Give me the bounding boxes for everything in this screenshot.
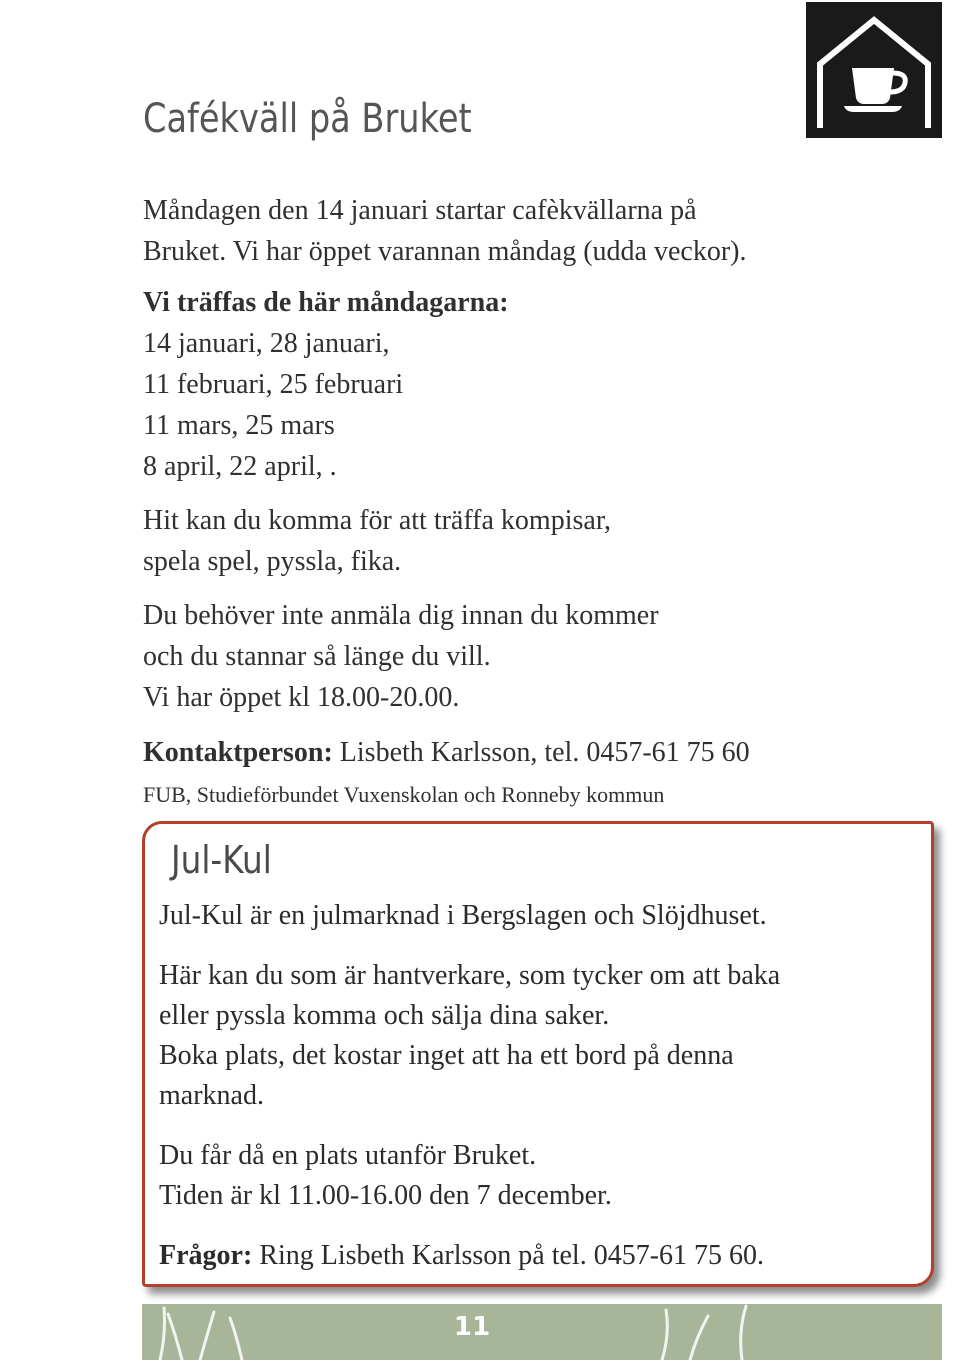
activities-line: Hit kan du komma för att träffa kompisar, — [143, 505, 612, 536]
julkul-line: eller pyssla komma och sälja dina saker. — [159, 1000, 610, 1031]
julkul-line: Här kan du som är hantverkare, som tycker om att baka — [159, 960, 781, 991]
julkul-line: Boka plats, det kostar inget att ha ett bord på denna — [159, 1040, 734, 1071]
julkul-text — [159, 896, 929, 1276]
date-line: 14 januari, 28 januari, — [143, 328, 390, 359]
julkul-box — [142, 821, 934, 1287]
cafe-title: Cafékväll på Bruket — [143, 96, 472, 142]
intro-line: Måndagen den 14 januari startar cafèkvällarna på — [143, 195, 697, 226]
page-number: 11 — [453, 1312, 491, 1342]
contact-label: Kontaktperson: — [143, 737, 333, 768]
julkul-line: marknad. — [159, 1080, 264, 1111]
info-line: Vi har öppet kl 18.00-20.00. — [143, 682, 460, 713]
grass-decoration — [142, 1304, 942, 1360]
dates-heading: Vi träffas de här måndagarna: — [143, 287, 509, 318]
questions-value: Ring Lisbeth Karlsson på tel. 0457-61 75 60. — [252, 1240, 765, 1271]
date-line: 8 april, 22 april, . — [143, 451, 337, 482]
page-footer — [142, 1304, 942, 1360]
contact-value: Lisbeth Karlsson, tel. 0457-61 75 60 — [332, 737, 750, 768]
date-line: 11 mars, 25 mars — [143, 410, 335, 441]
julkul-intro: Jul-Kul är en julmarknad i Bergslagen och Slöjdhuset. — [159, 900, 767, 931]
julkul-line: Du får då en plats utanför Bruket. — [159, 1140, 537, 1171]
info-line: och du stannar så länge du vill. — [143, 641, 491, 672]
organizers: FUB, Studieförbundet Vuxenskolan och Ronneby kommun — [143, 782, 665, 807]
cafe-section — [143, 92, 903, 811]
info-line: Du behöver inte anmäla dig innan du kommer — [143, 600, 659, 631]
contact-line — [143, 732, 903, 773]
date-line: 11 februari, 25 februari — [143, 369, 404, 400]
julkul-line: Tiden är kl 11.00-16.00 den 7 december. — [159, 1180, 612, 1211]
activities-line: spela spel, pyssla, fika. — [143, 546, 402, 577]
questions-label: Frågor: — [159, 1240, 253, 1271]
julkul-title: Jul-Kul — [171, 838, 272, 882]
questions-line — [159, 1236, 929, 1276]
intro-line: Bruket. Vi har öppet varannan måndag (udda veckor). — [143, 236, 747, 267]
